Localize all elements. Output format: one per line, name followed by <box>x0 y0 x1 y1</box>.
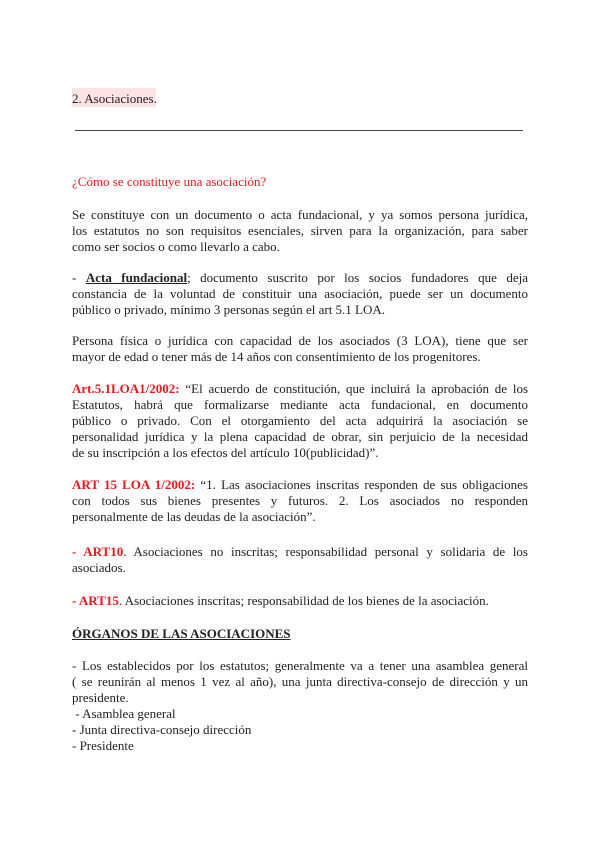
p2-rest: ; documento suscrito por los socios fundadores que deja <box>187 270 528 285</box>
p2-line-2: constancia de la voluntad de constituir una asociación, puede ser un documento <box>72 286 528 301</box>
p7-first: . Asociaciones inscritas; responsabilidad de los bienes de la asociación. <box>118 593 489 608</box>
p4-line-4: personalidad jurídica y la plena capacidad de obrar, sin perjuicio de la necesidad <box>72 429 528 444</box>
list-item-asamblea: - Asamblea general <box>72 706 176 721</box>
p5-line-2: con todos sus bienes presentes y futuros. 2. Los asociados no responden <box>72 493 528 508</box>
p1-line-3: como ser socios o como llevarlo a cabo. <box>72 239 280 254</box>
p8-line-2: ( se reunirán al menos 1 vez al año), una junta directiva-consejo de dirección y un <box>72 674 528 689</box>
p4-first: “El acuerdo de constitución, que incluirá la aprobación de los <box>179 381 528 396</box>
p5-line-1 <box>72 476 528 493</box>
p1-line-2: los estatutos no son requisitos esenciales, sirven para la organización, para saber <box>72 223 528 238</box>
p5-first: “1. Las asociaciones inscritas responden de sus obligaciones <box>195 477 528 492</box>
p1-line-1: Se constituye con un documento o acta fundacional, y ya somos persona jurídica, <box>72 207 528 222</box>
p4-line-5: de su inscripción a los efectos del artículo 10(publicidad)”. <box>72 445 379 460</box>
p2-line-1 <box>72 269 528 286</box>
list-item-presidente: - Presidente <box>72 738 134 753</box>
p3-line-2: mayor de edad o tener más de 14 años con consentimiento de los progenitores. <box>72 349 481 364</box>
question-heading: ¿Cómo se constituye una asociación? <box>72 174 267 189</box>
p4-line-3: público o privado. Con el otorgamiento del acta adquirirá la asociación se <box>72 413 528 428</box>
p6-line-1 <box>72 543 528 560</box>
p6-line-2: asociados. <box>72 560 126 575</box>
p4-line-1 <box>72 380 528 397</box>
art10-ref: - ART10 <box>72 544 124 559</box>
p4-line-2: Estatutos, habrá que formalizarse mediante acta fundacional, en documento <box>72 397 528 412</box>
organos-title: ÓRGANOS DE LAS ASOCIACIONES <box>72 626 291 641</box>
p8-line-1: - Los establecidos por los estatutos; generalmente va a tener una asamblea general <box>72 658 528 673</box>
p3-line-1: Persona física o jurídica con capacidad de los asociados (3 LOA), tiene que ser <box>72 333 528 348</box>
p6-first: . Asociaciones no inscritas; responsabilidad personal y solidaria de los <box>123 544 528 559</box>
section-heading: 2. Asociaciones. <box>72 91 157 106</box>
acta-fundacional-term: Acta fundacional <box>85 270 188 285</box>
art15-ref: - ART15 <box>72 593 119 608</box>
art-15-ref: ART 15 LOA 1/2002: <box>72 477 196 492</box>
p2-prefix: - <box>72 270 86 285</box>
list-item-junta: - Junta directiva-consejo dirección <box>72 722 252 737</box>
art-5-1-ref: Art.5.1LOA1/2002: <box>72 381 180 396</box>
horizontal-rule <box>75 130 523 131</box>
p8-line-3: presidente. <box>72 690 129 705</box>
p5-line-3: personalmente de las deudas de la asociación”. <box>72 509 316 524</box>
p7-line-1 <box>72 592 489 609</box>
p2-line-3: público o privado, mínimo 3 personas según el art 5.1 LOA. <box>72 302 386 317</box>
